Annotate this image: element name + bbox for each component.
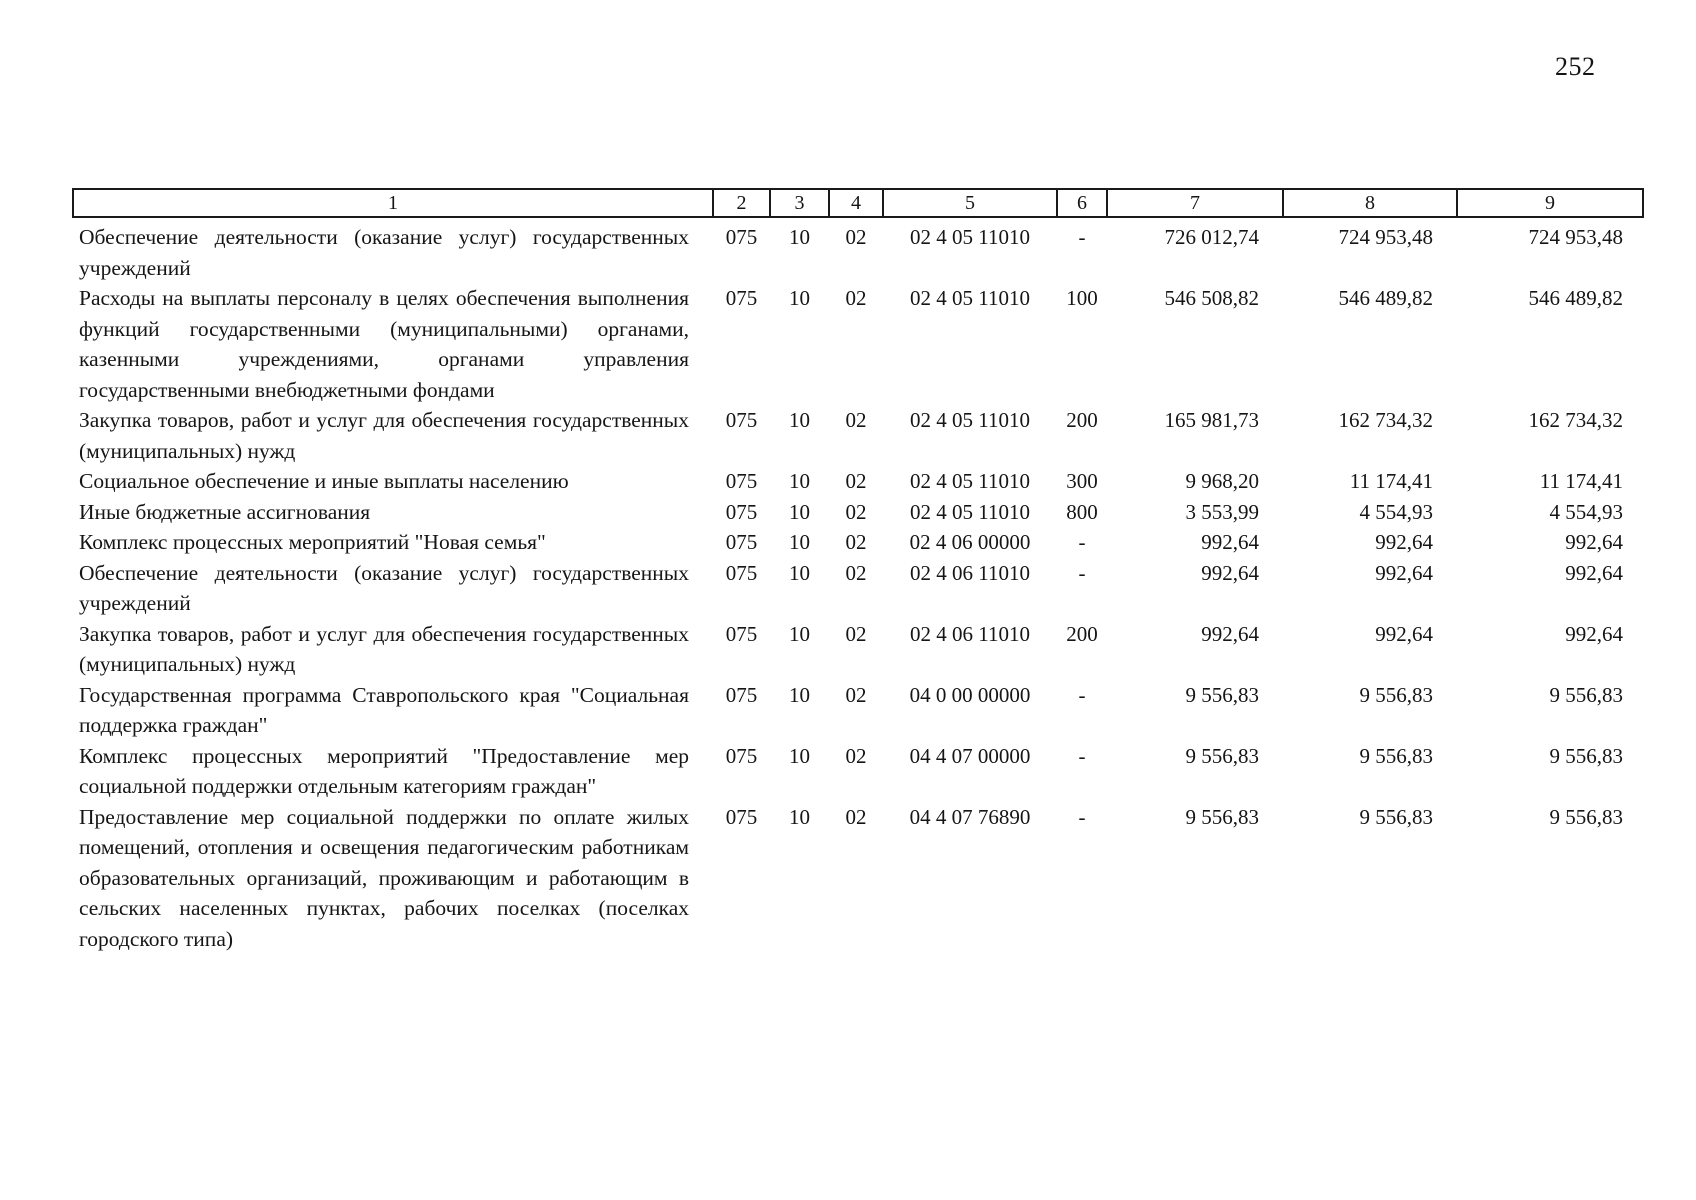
row-ministry-code: 075: [725, 743, 758, 768]
row-expense-type: -: [1078, 225, 1086, 249]
row-ministry-code: 075: [725, 621, 758, 646]
header-cell-9: 9: [1457, 189, 1643, 217]
row-ministry-code: 075: [725, 469, 758, 493]
row-target-article: 02 4 05 11010: [910, 469, 1030, 493]
row-amount-col9: 546 489,82: [1528, 286, 1623, 310]
row-section: 10: [789, 286, 810, 310]
row-target-article: 02 4 05 11010: [910, 225, 1030, 249]
header-cell-4: 4: [829, 189, 883, 217]
row-ministry-code: 075: [725, 560, 758, 585]
row-amount-col8: 4 554,93: [1359, 499, 1433, 524]
row-target-article: 02 4 05 11010: [910, 286, 1030, 310]
row-subsection: 02: [845, 408, 867, 432]
row-amount-col9: 162 734,32: [1528, 408, 1623, 432]
row-amount-col8: 9 556,83: [1359, 804, 1433, 829]
row-expense-type: -: [1078, 804, 1086, 829]
row-ministry-code: 075: [725, 408, 758, 432]
table-row: [73, 405, 1643, 466]
row-target-article: 04 0 00 00000: [909, 682, 1031, 707]
row-target-article: 02 4 06 11010: [910, 560, 1030, 585]
table-row: [73, 527, 1643, 558]
row-expense-type: 200: [1066, 621, 1098, 646]
table-row: [73, 497, 1643, 528]
row-expense-type: 100: [1066, 286, 1098, 310]
row-expense-type: -: [1078, 682, 1086, 707]
header-cell-8: 8: [1283, 189, 1457, 217]
row-subsection: 02: [845, 225, 867, 249]
header-cell-5: 5: [883, 189, 1057, 217]
row-ministry-code: 075: [725, 682, 758, 707]
row-amount-col9: 9 556,83: [1549, 804, 1623, 829]
row-expense-type: 300: [1066, 469, 1098, 493]
row-description: Закупка товаров, работ и услуг для обеспечения государственных (муниципальных) нужд: [79, 621, 689, 676]
table-row: [73, 619, 1643, 680]
header-row: [73, 189, 1643, 217]
page-number: 252: [1555, 52, 1596, 81]
row-description: Комплекс процессных мероприятий "Новая семья": [79, 530, 546, 554]
row-description: Комплекс процессных мероприятий "Предоставление мер социальной поддержки отдельным категориям граждан": [79, 743, 689, 798]
row-ministry-code: 075: [725, 286, 758, 310]
row-description: Предоставление мер социальной поддержки по оплате жилых помещений, отопления и освещения педагогическим работникам образовательных организаций, проживающим и работающим в сельских населенных пунктах, рабочих поселках (поселках городского типа): [79, 804, 689, 951]
row-description: Обеспечение деятельности (оказание услуг) государственных учреждений: [79, 225, 689, 280]
row-expense-type: -: [1078, 530, 1086, 554]
row-description: Иные бюджетные ассигнования: [79, 499, 371, 524]
table-row: [73, 466, 1643, 497]
row-amount-col7: 9 556,83: [1185, 743, 1259, 768]
row-amount-col7: 9 556,83: [1185, 804, 1259, 829]
table-row: [73, 283, 1643, 405]
row-amount-col9: 992,64: [1565, 560, 1623, 585]
row-ministry-code: 075: [725, 499, 758, 524]
row-ministry-code: 075: [725, 530, 758, 554]
row-amount-col8: 992,64: [1375, 560, 1433, 585]
header-cell-2: 2: [713, 189, 770, 217]
row-amount-col8: 9 556,83: [1359, 682, 1433, 707]
row-amount-col9: 724 953,48: [1528, 225, 1623, 249]
row-description: Обеспечение деятельности (оказание услуг) государственных учреждений: [79, 560, 689, 615]
header-cell-6: 6: [1057, 189, 1107, 217]
table-row: [73, 217, 1643, 283]
row-amount-col9: 11 174,41: [1539, 469, 1623, 493]
header-cell-1: 1: [73, 189, 713, 217]
row-description: Закупка товаров, работ и услуг для обеспечения государственных (муниципальных) нужд: [79, 408, 689, 463]
table-row: [73, 802, 1643, 955]
header-cell-7: 7: [1107, 189, 1283, 217]
table-row: [73, 741, 1643, 802]
row-amount-col7: 3 553,99: [1185, 499, 1259, 524]
row-subsection: 02: [845, 560, 867, 585]
row-section: 10: [789, 682, 810, 707]
row-amount-col7: 992,64: [1201, 560, 1259, 585]
row-amount-col7: 9 968,20: [1185, 469, 1259, 493]
row-amount-col8: 546 489,82: [1338, 286, 1433, 310]
row-amount-col9: 992,64: [1565, 621, 1623, 646]
row-target-article: 04 4 07 00000: [909, 743, 1031, 768]
row-section: 10: [789, 621, 810, 646]
row-expense-type: 200: [1066, 408, 1098, 432]
row-target-article: 02 4 06 11010: [910, 621, 1030, 646]
row-section: 10: [789, 560, 810, 585]
row-description: Социальное обеспечение и иные выплаты населению: [79, 469, 569, 493]
row-expense-type: 800: [1066, 499, 1098, 524]
row-amount-col8: 992,64: [1375, 621, 1433, 646]
row-section: 10: [789, 743, 810, 768]
row-section: 10: [789, 408, 810, 432]
row-subsection: 02: [845, 682, 867, 707]
budget-table: [72, 188, 1644, 954]
table-header: [73, 189, 1643, 217]
row-target-article: 04 4 07 76890: [909, 804, 1031, 829]
row-section: 10: [789, 499, 810, 524]
row-amount-col7: 9 556,83: [1185, 682, 1259, 707]
header-cell-3: 3: [770, 189, 829, 217]
row-amount-col9: 992,64: [1565, 530, 1623, 554]
row-subsection: 02: [845, 621, 867, 646]
row-expense-type: -: [1078, 560, 1086, 585]
row-subsection: 02: [845, 530, 867, 554]
row-amount-col9: 9 556,83: [1549, 682, 1623, 707]
row-amount-col7: 726 012,74: [1164, 225, 1259, 249]
row-amount-col8: 11 174,41: [1349, 469, 1433, 493]
row-amount-col8: 9 556,83: [1359, 743, 1433, 768]
row-amount-col7: 992,64: [1201, 621, 1259, 646]
row-subsection: 02: [845, 804, 867, 829]
table-body: [73, 217, 1643, 954]
row-target-article: 02 4 05 11010: [910, 408, 1030, 432]
row-description: Расходы на выплаты персоналу в целях обеспечения выполнения функций государственными (муниципальными) органами, казенными учреждениями, органами управления государственными внебюджетными фондами: [79, 286, 689, 402]
table-row: [73, 680, 1643, 741]
row-section: 10: [789, 469, 810, 493]
row-target-article: 02 4 05 11010: [910, 499, 1030, 524]
row-section: 10: [789, 225, 810, 249]
row-amount-col7: 992,64: [1201, 530, 1259, 554]
row-ministry-code: 075: [725, 225, 758, 249]
row-amount-col9: 4 554,93: [1549, 499, 1623, 524]
row-amount-col7: 546 508,82: [1164, 286, 1259, 310]
row-description: Государственная программа Ставропольского края "Социальная поддержка граждан": [79, 682, 689, 737]
row-amount-col7: 165 981,73: [1164, 408, 1259, 432]
row-amount-col8: 992,64: [1375, 530, 1433, 554]
row-subsection: 02: [845, 286, 867, 310]
table-row: [73, 558, 1643, 619]
row-subsection: 02: [845, 743, 867, 768]
row-amount-col8: 162 734,32: [1338, 408, 1433, 432]
row-ministry-code: 075: [725, 804, 758, 829]
row-target-article: 02 4 06 00000: [909, 530, 1031, 554]
row-subsection: 02: [845, 499, 867, 524]
row-expense-type: -: [1078, 743, 1086, 768]
row-amount-col9: 9 556,83: [1549, 743, 1623, 768]
row-subsection: 02: [845, 469, 867, 493]
row-section: 10: [789, 804, 810, 829]
row-section: 10: [789, 530, 810, 554]
row-amount-col8: 724 953,48: [1338, 225, 1433, 249]
